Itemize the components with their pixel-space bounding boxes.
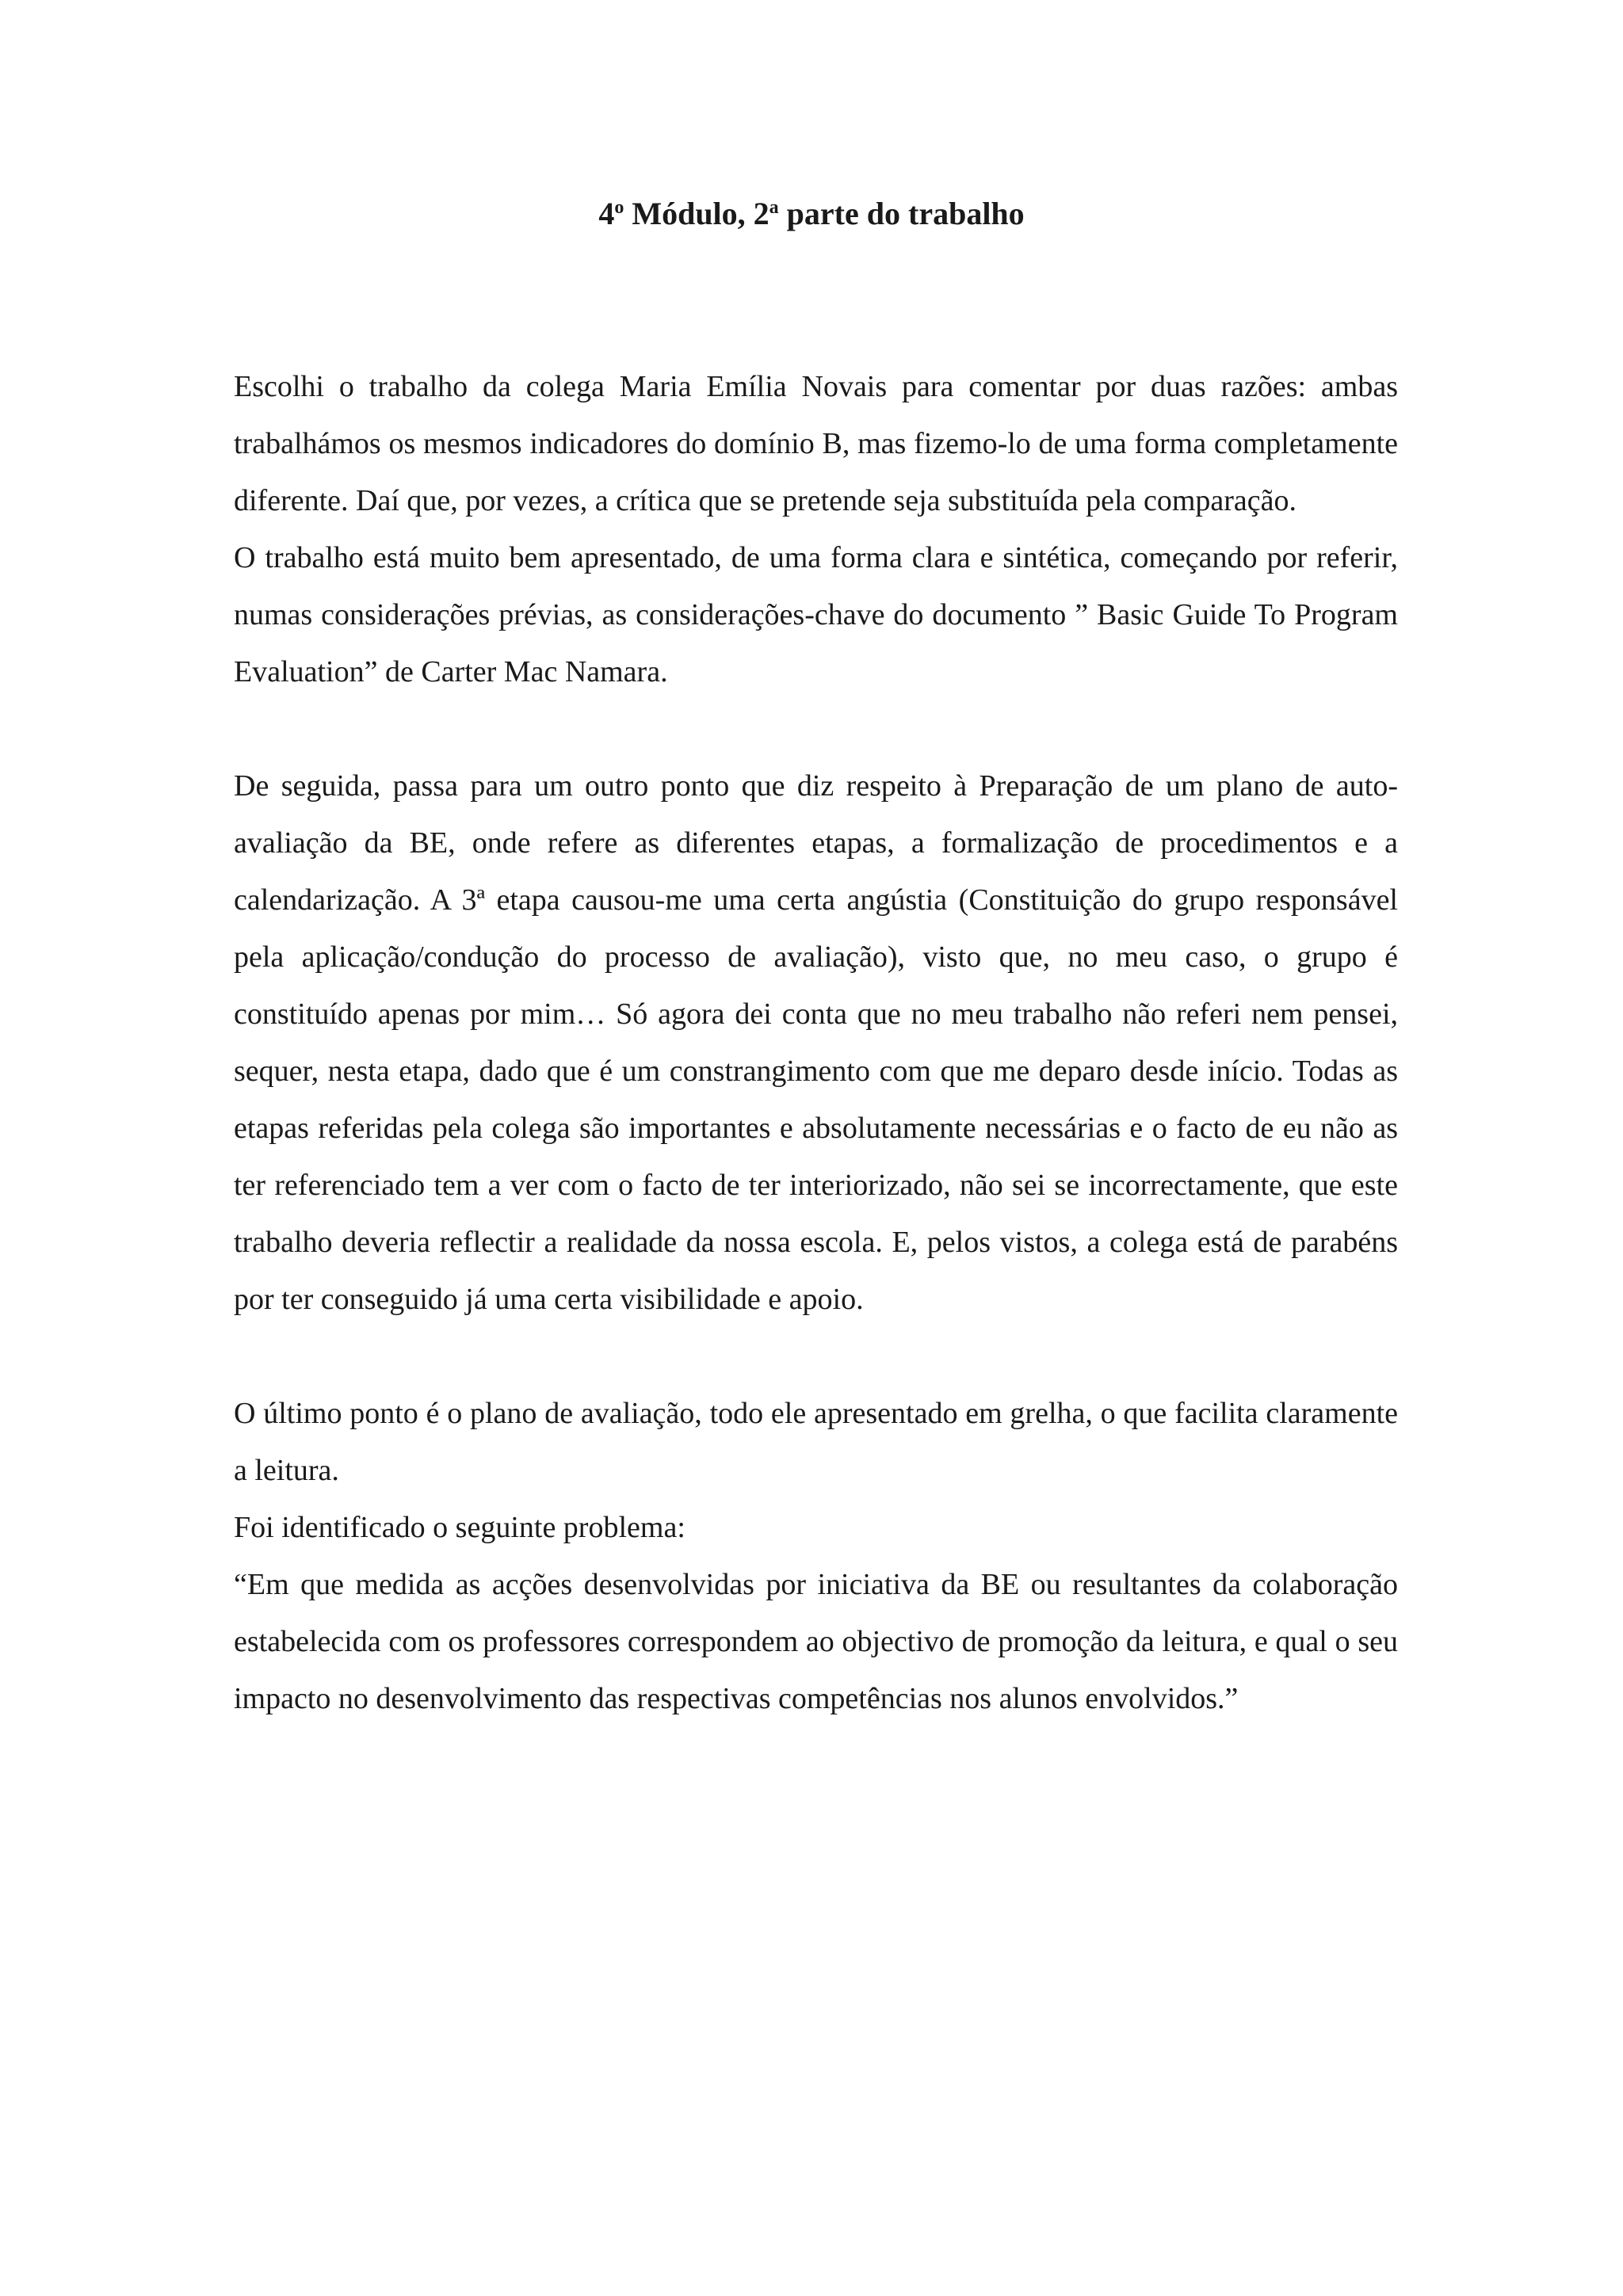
title-part-2: Módulo, 2 (624, 196, 769, 231)
paragraph-preparation: De seguida, passa para um outro ponto que diz respeito à Preparação de um plano de auto-avaliação da BE, onde refere as diferentes etapas, a formalização de procedimentos e a calendarização. A 3ª etapa causou-me uma certa angústia (Constituição do grupo responsável pela aplicação/condução do processo de avaliação), visto que, no meu caso, o grupo é constituído apenas por mim… Só agora dei conta que no meu trabalho não referi nem pensei, sequer, nesta etapa, dado que é um constrangimento com que me deparo desde início. Todas as etapas referidas pela colega são importantes e absolutamente necessárias e o facto de eu não as ter referenciado tem a ver com o facto de ter interiorizado, não sei se incorrectamente, que este trabalho deveria reflectir a realidade da nossa escola. E, pelos vistos, a colega está de parabéns por ter conseguido já uma certa visibilidade e apoio. (234, 769, 1398, 1316)
page-title (0, 192, 1623, 241)
paragraph-problem-quote: “Em que medida as acções desenvolvidas por iniciativa da BE ou resultantes da colaboração estabelecida com os professores correspondem ao objectivo de promoção da leitura, e qual o seu impacto no desenvolvimento das respectivas competências nos alunos envolvidos.” (234, 1568, 1398, 1715)
paragraph-spacer (234, 700, 1398, 757)
paragraph-evaluation-plan: O último ponto é o plano de avaliação, todo ele apresentado em grelha, o que facilita claramente a leitura. (234, 1397, 1398, 1487)
title-part-3: parte do trabalho (778, 196, 1025, 231)
title-part-1: 4 (598, 196, 615, 231)
paragraph-presentation: O trabalho está muito bem apresentado, de uma forma clara e sintética, começando por referir, numas considerações prévias, as considerações-chave do documento ” Basic Guide To Program Evaluation” de Carter Mac Namara. (234, 541, 1398, 688)
paragraph-spacer (234, 1328, 1398, 1385)
paragraph-problem-intro: Foi identificado o seguinte problema: (234, 1511, 685, 1544)
paragraph-intro: Escolhi o trabalho da colega Maria Emília Novais para comentar por duas razões: ambas trabalhámos os mesmos indicadores do domínio B, mas fizemo-lo de uma forma completamente diferente. Daí que, por vezes, a crítica que se pretende seja substituída pela comparação. (234, 370, 1398, 517)
document-body (234, 358, 1398, 1727)
title-superscript-1: o (614, 197, 624, 218)
title-superscript-2: a (769, 197, 779, 218)
